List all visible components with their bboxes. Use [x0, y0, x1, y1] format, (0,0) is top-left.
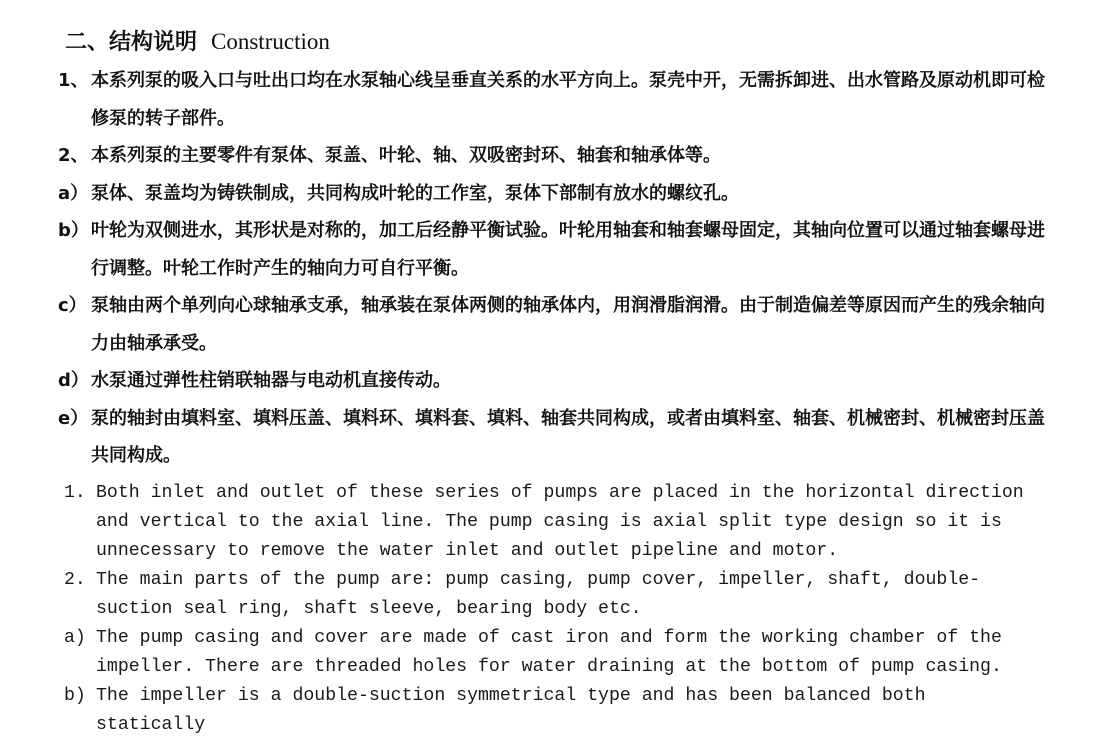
- zh-item-text: 本系列泵的主要零件有泵体、泵盖、叶轮、轴、双吸密封环、轴套和轴承体等。: [91, 145, 721, 166]
- en-item-marker: b): [64, 686, 86, 706]
- zh-item-1: [58, 62, 1058, 137]
- zh-item-marker: b）: [58, 220, 89, 241]
- chinese-description-list: [58, 62, 1058, 475]
- zh-item-text: 泵的轴封由填料室、填料压盖、填料环、填料套、填料、轴套共同构成，或者由填料室、轴套、机械密封、机械密封压盖共同构成。: [91, 407, 1045, 466]
- zh-item-text: 本系列泵的吸入口与吐出口均在水泵轴心线呈垂直关系的水平方向上。泵壳中开，无需拆卸进、出水管路及原动机即可检修泵的转子部件。: [91, 70, 1045, 129]
- section-heading: [65, 26, 330, 58]
- en-item-marker: 1.: [64, 483, 86, 503]
- en-item-a: [64, 624, 1044, 682]
- zh-item-marker: c）: [58, 295, 87, 316]
- zh-item-text: 泵轴由两个单列向心球轴承支承，轴承装在泵体两侧的轴承体内，用润滑脂润滑。由于制造偏差等原因而产生的残余轴向力由轴承承受。: [91, 295, 1045, 354]
- zh-item-text: 泵体、泵盖均为铸铁制成，共同构成叶轮的工作室，泵体下部制有放水的螺纹孔。: [91, 182, 739, 204]
- en-item-text: The impeller is a double-suction symmetrical type and has been balanced both statically: [96, 686, 926, 735]
- english-description-list: [64, 479, 1044, 740]
- section-title-zh: 二、结构说明: [65, 30, 198, 55]
- zh-item-marker: d）: [58, 370, 89, 391]
- en-item-text: The main parts of the pump are: pump casing, pump cover, impeller, shaft, double-suction seal ring, shaft sleeve, bearing body etc.: [96, 570, 981, 619]
- en-item-marker: 2.: [64, 570, 86, 590]
- zh-item-marker: 2、: [58, 145, 89, 166]
- zh-item-text: 水泵通过弹性柱销联轴器与电动机直接传动。: [91, 370, 451, 391]
- en-item-text: Both inlet and outlet of these series of pumps are placed in the horizontal direction and vertical to the axial line. The pump casing is axial split type design so it is unnecessary to remove the water inlet and outlet pipeline and motor.: [96, 483, 1024, 561]
- zh-item-b: [58, 212, 1058, 287]
- en-item-text: The pump casing and cover are made of cast iron and form the working chamber of the impeller. There are threaded holes for water draining at the bottom of pump casing.: [96, 628, 1002, 677]
- en-item-marker: a): [64, 628, 86, 648]
- en-item-2: [64, 566, 1044, 624]
- zh-item-marker: 1、: [58, 70, 89, 91]
- zh-item-text: 叶轮为双侧进水，其形状是对称的，加工后经静平衡试验。叶轮用轴套和轴套螺母固定，其轴向位置可以通过轴套螺母进行调整。叶轮工作时产生的轴向力可自行平衡。: [91, 220, 1045, 279]
- zh-item-d: [58, 362, 1058, 400]
- zh-item-marker: e）: [58, 407, 89, 429]
- en-item-b: [64, 682, 1044, 740]
- zh-item-2: [58, 137, 1058, 175]
- en-item-1: [64, 479, 1044, 566]
- section-title-en: Construction: [211, 29, 330, 54]
- zh-item-e: [58, 400, 1058, 475]
- zh-item-a: [58, 175, 1058, 213]
- zh-item-marker: a）: [58, 182, 89, 204]
- zh-item-c: [58, 287, 1058, 362]
